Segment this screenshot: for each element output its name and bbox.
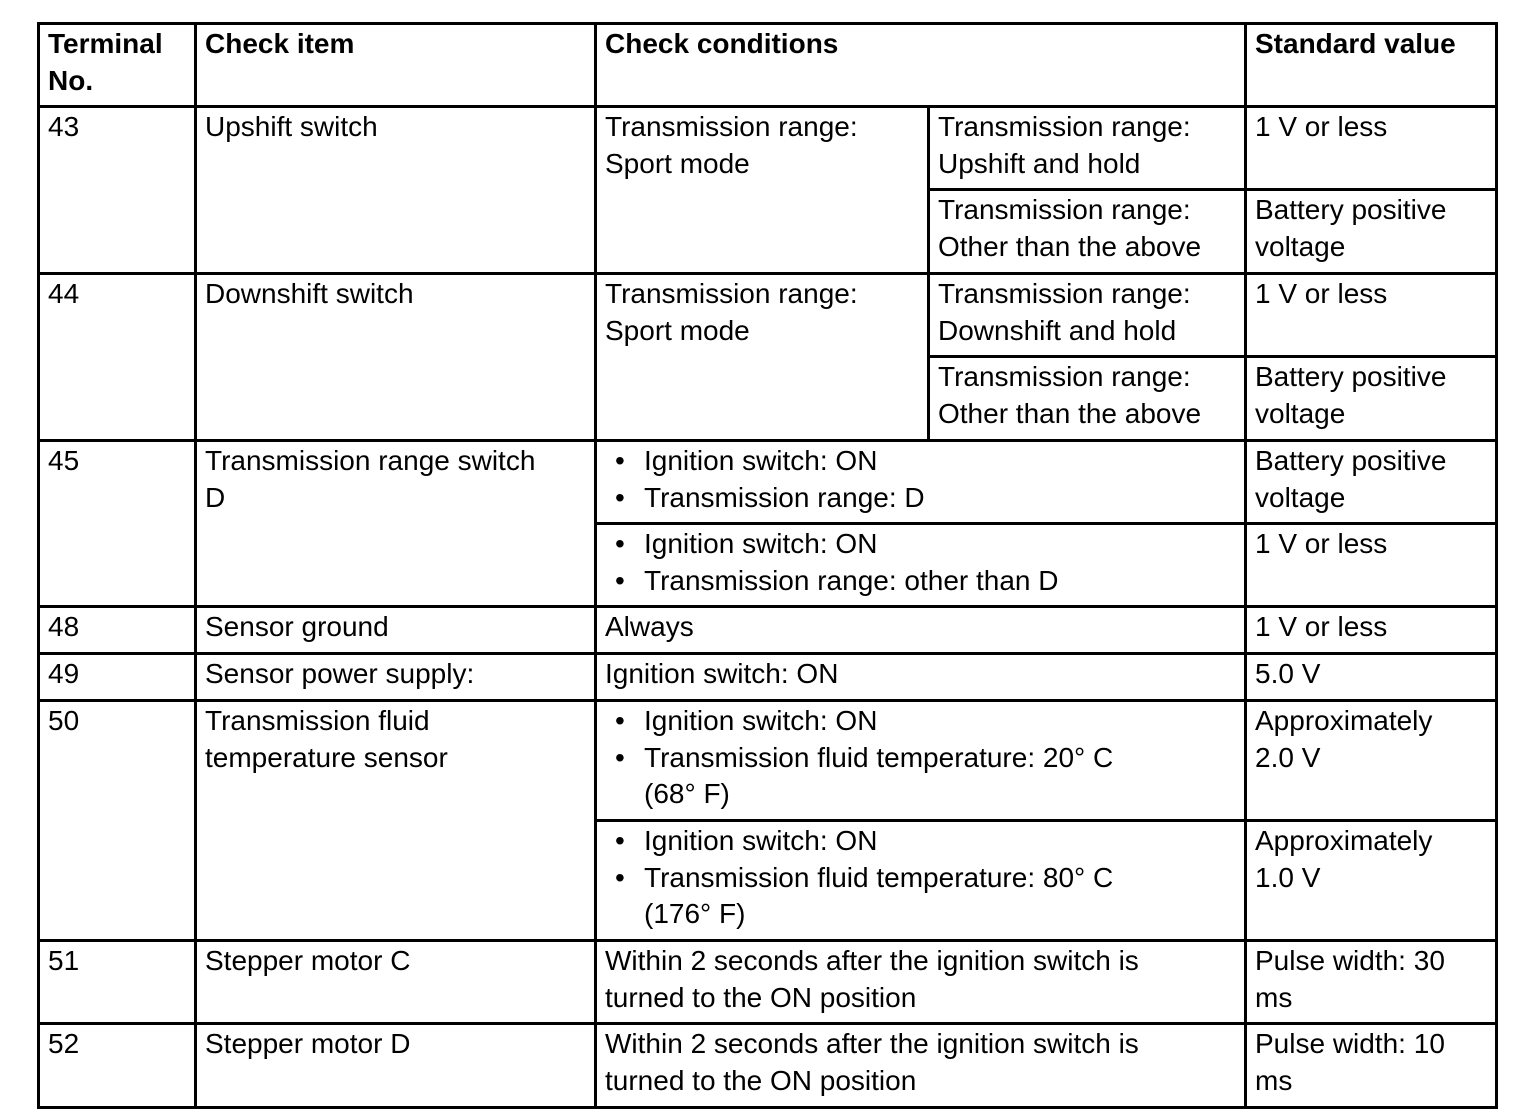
standard-value-cell: Approximately 2.0 V: [1246, 701, 1497, 821]
condition-cell: Within 2 seconds after the ignition switch is turned to the ON position: [596, 1024, 1246, 1108]
list-item: • Ignition switch: ON: [615, 823, 1236, 860]
condition-cell: [596, 524, 1246, 607]
table-row-44: [39, 274, 1497, 357]
condition-bullet-list: [605, 703, 1236, 813]
table-row-43: [39, 107, 1497, 190]
list-item: • Transmission range: D: [615, 480, 1236, 517]
table-row-48: [39, 607, 1497, 654]
sub-condition-cell: Transmission range: Other than the above: [929, 190, 1246, 274]
terminal-cell: 49: [39, 654, 196, 701]
table-row-50: [39, 701, 1497, 821]
check-item-cell: Sensor ground: [196, 607, 596, 654]
sub-condition-cell: Transmission range: Downshift and hold: [929, 274, 1246, 357]
terminal-cell: 51: [39, 941, 196, 1024]
header-check-conditions: Check conditions: [596, 24, 1246, 107]
header-terminal-no: Terminal No.: [39, 24, 196, 107]
check-item-cell: Transmission fluid temperature sensor: [196, 701, 596, 941]
list-item: • Ignition switch: ON: [615, 526, 1236, 563]
list-item: • Transmission fluid temperature: 80° C (176° F): [615, 860, 1236, 933]
terminal-cell: 48: [39, 607, 196, 654]
list-item: • Ignition switch: ON: [615, 703, 1236, 740]
condition-cell: Always: [596, 607, 1246, 654]
condition-cell: [596, 441, 1246, 524]
sub-condition-cell: Transmission range: Upshift and hold: [929, 107, 1246, 190]
condition-cell: [596, 701, 1246, 821]
condition-cell: [596, 821, 1246, 941]
condition-cell: Within 2 seconds after the ignition switch is turned to the ON position: [596, 941, 1246, 1024]
condition-bullet-list: [605, 443, 1236, 516]
list-item: • Transmission fluid temperature: 20° C (68° F): [615, 740, 1236, 813]
header-check-item: Check item: [196, 24, 596, 107]
table-row-49: [39, 654, 1497, 701]
terminal-cell: 43: [39, 107, 196, 274]
standard-value-cell: 5.0 V: [1246, 654, 1497, 701]
table-row-45: [39, 441, 1497, 524]
check-item-cell: Sensor power supply:: [196, 654, 596, 701]
condition-cell: Transmission range: Sport mode: [596, 274, 929, 441]
check-item-cell: Upshift switch: [196, 107, 596, 274]
standard-value-cell: Approximately 1.0 V: [1246, 821, 1497, 941]
standard-value-cell: 1 V or less: [1246, 274, 1497, 357]
standard-value-cell: Pulse width: 10 ms: [1246, 1024, 1497, 1108]
list-item: • Ignition switch: ON: [615, 443, 1236, 480]
terminal-check-table: [37, 22, 1498, 1109]
condition-bullet-list: [605, 526, 1236, 599]
standard-value-cell: 1 V or less: [1246, 107, 1497, 190]
check-item-cell: Downshift switch: [196, 274, 596, 441]
standard-value-cell: Pulse width: 30 ms: [1246, 941, 1497, 1024]
condition-cell: Transmission range: Sport mode: [596, 107, 929, 274]
sub-condition-cell: Transmission range: Other than the above: [929, 357, 1246, 441]
condition-cell: Ignition switch: ON: [596, 654, 1246, 701]
check-item-cell: Transmission range switch D: [196, 441, 596, 607]
standard-value-cell: Battery positive voltage: [1246, 441, 1497, 524]
standard-value-cell: 1 V or less: [1246, 607, 1497, 654]
terminal-cell: 44: [39, 274, 196, 441]
table-row-52: [39, 1024, 1497, 1108]
check-item-cell: Stepper motor D: [196, 1024, 596, 1108]
terminal-cell: 45: [39, 441, 196, 607]
condition-bullet-list: [605, 823, 1236, 933]
header-row: [39, 24, 1497, 107]
header-standard-value: Standard value: [1246, 24, 1497, 107]
standard-value-cell: Battery positive voltage: [1246, 357, 1497, 441]
list-item: • Transmission range: other than D: [615, 563, 1236, 600]
table-row-51: [39, 941, 1497, 1024]
terminal-cell: 52: [39, 1024, 196, 1108]
standard-value-cell: Battery positive voltage: [1246, 190, 1497, 274]
standard-value-cell: 1 V or less: [1246, 524, 1497, 607]
check-item-cell: Stepper motor C: [196, 941, 596, 1024]
terminal-cell: 50: [39, 701, 196, 941]
